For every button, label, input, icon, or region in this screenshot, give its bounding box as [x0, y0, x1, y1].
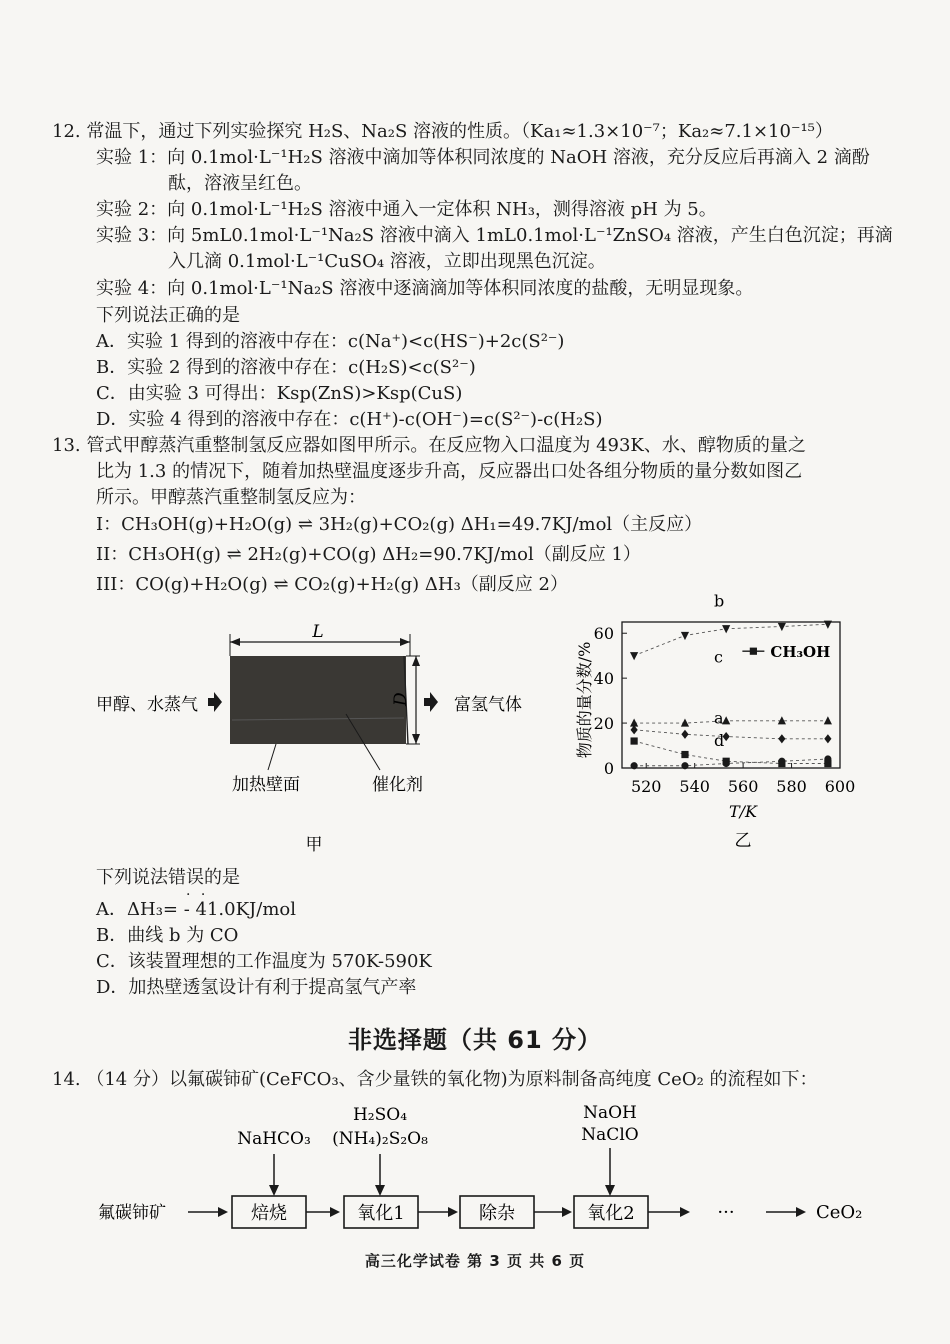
- series-label-a: a: [714, 708, 724, 728]
- y-tick-label: 0: [603, 759, 614, 778]
- point-a: [722, 625, 730, 633]
- step-oxidation1: 氧化1: [357, 1203, 405, 1224]
- x-tick-label: 600: [824, 777, 856, 796]
- arrow-right-icon: [218, 1207, 228, 1217]
- q13-stem-line3: 所示。甲醇蒸汽重整制氢反应为：: [96, 487, 366, 508]
- series-label-b: b: [714, 591, 725, 611]
- inlet-arrow-icon: [208, 692, 222, 712]
- inlet-label: 甲醇、水蒸气: [96, 695, 198, 715]
- series-line-c: [634, 730, 828, 739]
- outlet-label: 富氢气体: [454, 695, 522, 715]
- q12-prompt: 下列说法正确的是: [96, 305, 240, 326]
- section-title: 非选择题（共 61 分）: [347, 1026, 603, 1054]
- q12-exp1-line1: 实验 1：向 0.1mol·L⁻¹H₂S 溶液中滴加等体积同浓度的 NaOH 溶液，充分反应后再滴入 2 滴酚: [96, 147, 870, 168]
- arrow-right-icon: [562, 1207, 572, 1217]
- step-oxidation2: 氧化2: [587, 1203, 635, 1224]
- caption-yi: 乙: [734, 831, 752, 851]
- q13-prompt-post: 的是: [204, 867, 240, 888]
- point-c: [681, 730, 688, 739]
- flow-ellipsis: ···: [717, 1202, 735, 1223]
- q13-option-a: A．ΔH₃= - 41.0KJ/mol: [96, 899, 296, 920]
- q13-stem-line1: 13. 管式甲醇蒸汽重整制氢反应器如图甲所示。在反应物入口温度为 493K、水、醇物质的量之: [52, 435, 806, 456]
- point-a: [778, 623, 786, 631]
- q12-option-b: B．实验 2 得到的溶液中存在：c(H₂S)<c(S²⁻): [96, 357, 476, 378]
- q13-prompt-pre: 下列说法: [96, 867, 168, 888]
- point-d: [778, 758, 785, 765]
- q12-exp3-line2: 入几滴 0.1mol·L⁻¹CuSO₄ 溶液，立即出现黑色沉淀。: [168, 251, 606, 272]
- q12-stem: 12. 常温下，通过下列实验探究 H₂S、Na₂S 溶液的性质。（Ka₁≈1.3×10⁻⁷；Ka₂≈7.1×10⁻¹⁵）: [52, 121, 833, 142]
- process-flow-diagram: [90, 1096, 890, 1236]
- q13-reaction-3: III：CO(g)+H₂O(g) ⇌ CO₂(g)+H₂(g) ΔH₃（副反应 2）: [96, 574, 568, 595]
- arrow-down-icon: [269, 1185, 279, 1196]
- series-line-b: [634, 721, 828, 723]
- x-axis-label: T/K: [728, 802, 758, 821]
- reactor-diagram: [90, 620, 550, 860]
- arrow-right-icon: [448, 1207, 458, 1217]
- x-tick-label: 520: [630, 777, 662, 796]
- q12-exp1-line2: 酞，溶液呈红色。: [168, 173, 312, 194]
- point-c: [778, 734, 785, 743]
- series-line-d: [634, 759, 828, 766]
- arrow-right-icon: [796, 1207, 806, 1217]
- outlet-arrow-icon: [424, 692, 438, 712]
- caption-jia: 甲: [305, 835, 323, 855]
- arrow-right-icon: [680, 1207, 690, 1217]
- q12-exp4: 实验 4：向 0.1mol·L⁻¹Na₂S 溶液中逐滴滴加等体积同浓度的盐酸，无明显现象。: [96, 278, 754, 299]
- series-label-d: d: [714, 730, 725, 750]
- legend-marker: [750, 648, 757, 655]
- q12-option-c: C．由实验 3 可得出：Ksp(ZnS)>Ksp(CuS): [96, 383, 463, 404]
- q13-reaction-1: I：CH₃OH(g)+H₂O(g) ⇌ 3H₂(g)+CO₂(g) ΔH₁=49.7KJ/mol（主反应）: [96, 514, 703, 535]
- point-b: [778, 716, 786, 724]
- mole-fraction-chart: [560, 591, 860, 860]
- label-L: L: [312, 622, 324, 642]
- q14-stem: 14. （14 分）以氟碳铈矿(CeFCO₃、含少量铁的氧化物)为原料制备高纯度 CeO₂ 的流程如下：: [52, 1069, 818, 1090]
- q13-prompt-emphasis: 错误 · ·: [168, 867, 204, 888]
- step-roast: 焙烧: [251, 1203, 287, 1224]
- q13-reaction-2: II：CH₃OH(g) ⇌ 2H₂(g)+CO(g) ΔH₂=90.7KJ/mol（副反应 1）: [96, 544, 641, 565]
- q13-prompt: [96, 866, 240, 890]
- label-D: D: [391, 692, 411, 706]
- arrow-down-icon: [375, 1185, 385, 1196]
- wall-label: 加热壁面: [232, 775, 300, 795]
- point-b: [681, 718, 689, 726]
- arrow-down-icon: [605, 1185, 615, 1196]
- catalyst-label: 催化剂: [372, 775, 423, 795]
- point-a: [824, 621, 832, 629]
- point-d: [723, 760, 730, 767]
- q12-option-a: A．实验 1 得到的溶液中存在：c(Na⁺)<c(HS⁻)+2c(S²⁻): [96, 331, 565, 352]
- flow-start: 氟碳铈矿: [98, 1203, 166, 1223]
- point-d: [824, 755, 831, 762]
- point-d: [681, 762, 688, 769]
- reactor-tube: [230, 656, 406, 744]
- y-axis-label: 物质的量分数/%: [575, 641, 594, 759]
- point-d: [631, 762, 638, 769]
- y-tick-label: 60: [593, 624, 614, 644]
- reagent-h2so4: H₂SO₄: [352, 1105, 408, 1125]
- flow-product: CeO₂: [816, 1202, 863, 1223]
- q13-stem-line2: 比为 1.3 的情况下，随着加热壁温度逐步升高，反应器出口处各组分物质的量分数如图乙: [96, 461, 803, 482]
- point-a: [630, 652, 638, 660]
- step-purify: 除杂: [479, 1203, 515, 1224]
- reagent-persulfate: (NH₄)₂S₂O₈: [332, 1129, 428, 1149]
- point-b: [824, 716, 832, 724]
- q12-exp2: 实验 2：向 0.1mol·L⁻¹H₂S 溶液中通入一定体积 NH₃，测得溶液 pH 为 5。: [96, 199, 717, 220]
- legend-label: CH₃OH: [770, 643, 831, 662]
- y-tick-label: 40: [593, 669, 614, 689]
- page-footer: 高三化学试卷 第 3 页 共 6 页: [364, 1252, 586, 1270]
- reagent-naoh: NaOH: [583, 1103, 637, 1123]
- point-a: [681, 632, 689, 640]
- y-tick-label: 20: [593, 714, 614, 734]
- q13-option-b: B．曲线 b 为 CO: [96, 925, 239, 946]
- q12-exp3-line1: 实验 3：向 5mL0.1mol·L⁻¹Na₂S 溶液中滴入 1mL0.1mol·L⁻¹ZnSO₄ 溶液，产生白色沉淀；再滴: [96, 225, 893, 246]
- point-c: [824, 734, 831, 743]
- q13-option-d: D．加热壁透氢设计有利于提高氢气产率: [96, 977, 417, 998]
- x-tick-label: 560: [727, 777, 759, 796]
- series-label-c: c: [714, 647, 724, 667]
- reagent-nahco3: NaHCO₃: [237, 1129, 311, 1149]
- q13-option-c: C．该装置理想的工作温度为 570K-590K: [96, 951, 432, 972]
- point-ch3oh: [681, 751, 688, 758]
- x-tick-label: 540: [679, 777, 710, 796]
- point-ch3oh: [631, 737, 638, 744]
- arrow-right-icon: [330, 1207, 340, 1217]
- x-tick-label: 580: [776, 777, 807, 796]
- q12-option-d: D．实验 4 得到的溶液中存在：c(H⁺)-c(OH⁻)=c(S²⁻)-c(H₂S): [96, 409, 603, 430]
- reagent-naclo: NaClO: [581, 1125, 639, 1145]
